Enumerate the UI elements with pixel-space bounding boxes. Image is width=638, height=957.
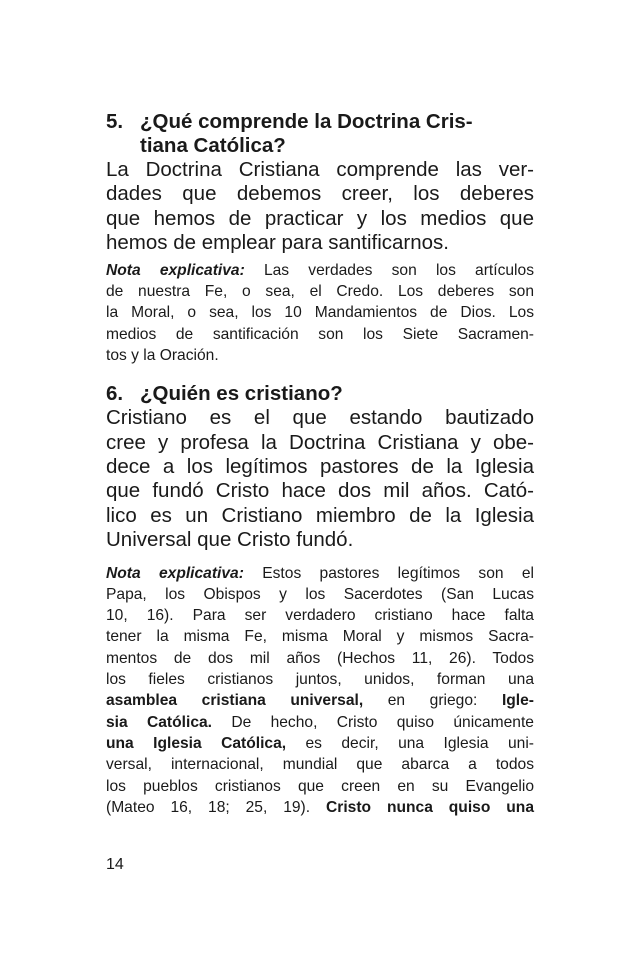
note-line	[106, 260, 534, 281]
answer-line: hemos de emplear para santificarnos.	[106, 231, 449, 255]
note-text: en griego:	[363, 692, 502, 710]
answer-line: Universal que Cristo fundó.	[106, 528, 354, 552]
note-text: De hecho, Cristo quiso únicamente	[212, 713, 534, 731]
note-label: Nota explicativa:	[106, 261, 245, 279]
note-text: es decir, una Iglesia uni-	[286, 734, 534, 752]
note-line: tener la misma Fe, misma Moral y mismos Sacra-	[106, 628, 534, 646]
question-text	[140, 110, 534, 158]
question-number: 5.	[106, 110, 124, 133]
note-line	[106, 733, 534, 754]
answer-line: que fundó Cristo hace dos mil años. Cató-	[106, 479, 534, 503]
note-line: tos y la Oración.	[106, 346, 219, 364]
note-text: (Mateo 16, 18; 25, 19).	[106, 798, 326, 816]
answer-6	[106, 406, 534, 552]
note-line: de nuestra Fe, o sea, el Credo. Los deberes son	[106, 282, 534, 300]
note-line	[106, 712, 534, 733]
question-text: ¿Quién es cristiano?	[140, 382, 343, 406]
page-content	[106, 110, 534, 818]
question-line: tiana Católica?	[140, 134, 286, 157]
bold-text: sia Católica.	[106, 713, 212, 731]
answer-line: lico es un Cristiano miembro de la Iglesia	[106, 503, 534, 527]
note-line: versal, internacional, mundial que abarca a todos	[106, 756, 534, 774]
answer-line: que hemos de practicar y los medios que	[106, 206, 534, 230]
note-line: medios de santificación son los Siete Sacramen-	[106, 325, 534, 343]
section-question-5	[106, 110, 534, 366]
section-question-6	[106, 382, 534, 818]
note-line: los pueblos cristianos que creen en su Evangelio	[106, 777, 534, 795]
note-line: la Moral, o sea, los 10 Mandamientos de Dios. Los	[106, 304, 534, 322]
note-line	[106, 797, 534, 818]
note-line	[106, 563, 534, 584]
note-label: Nota explicativa:	[106, 564, 244, 582]
answer-line: cree y profesa la Doctrina Cristiana y obe-	[106, 430, 534, 454]
bold-text: una Iglesia Católica,	[106, 734, 287, 752]
bold-text: asamblea cristiana universal,	[106, 692, 364, 710]
answer-5	[106, 158, 534, 256]
bold-text: Igle-	[501, 692, 534, 710]
note-text: Las verdades son los artículos	[244, 261, 534, 279]
note-text: Estos pastores legítimos son el	[243, 564, 534, 582]
answer-line: dece a los legítimos pastores de la Iglesia	[106, 454, 534, 478]
question-5-heading	[106, 110, 534, 158]
note-6	[106, 563, 534, 819]
note-line: Papa, los Obispos y los Sacerdotes (San Lucas	[106, 585, 534, 603]
question-number: 6.	[106, 382, 124, 406]
note-5	[106, 260, 534, 366]
answer-line: Cristiano es el que estando bautizado	[106, 406, 534, 430]
page-number: 14	[106, 856, 124, 873]
answer-line: La Doctrina Cristiana comprende las ver-	[106, 158, 534, 181]
question-6-heading	[106, 382, 534, 406]
answer-line: dades que debemos creer, los deberes	[106, 182, 534, 206]
note-line	[106, 690, 534, 711]
note-line: mentos de dos mil años (Hechos 11, 26). Todos	[106, 649, 534, 667]
question-line: ¿Qué comprende la Doctrina Cris-	[140, 110, 473, 133]
bold-text: Cristo nunca quiso una	[325, 798, 534, 816]
note-line: los fieles cristianos juntos, unidos, forman una	[106, 671, 534, 689]
note-line: 10, 16). Para ser verdadero cristiano hace falta	[106, 607, 534, 625]
